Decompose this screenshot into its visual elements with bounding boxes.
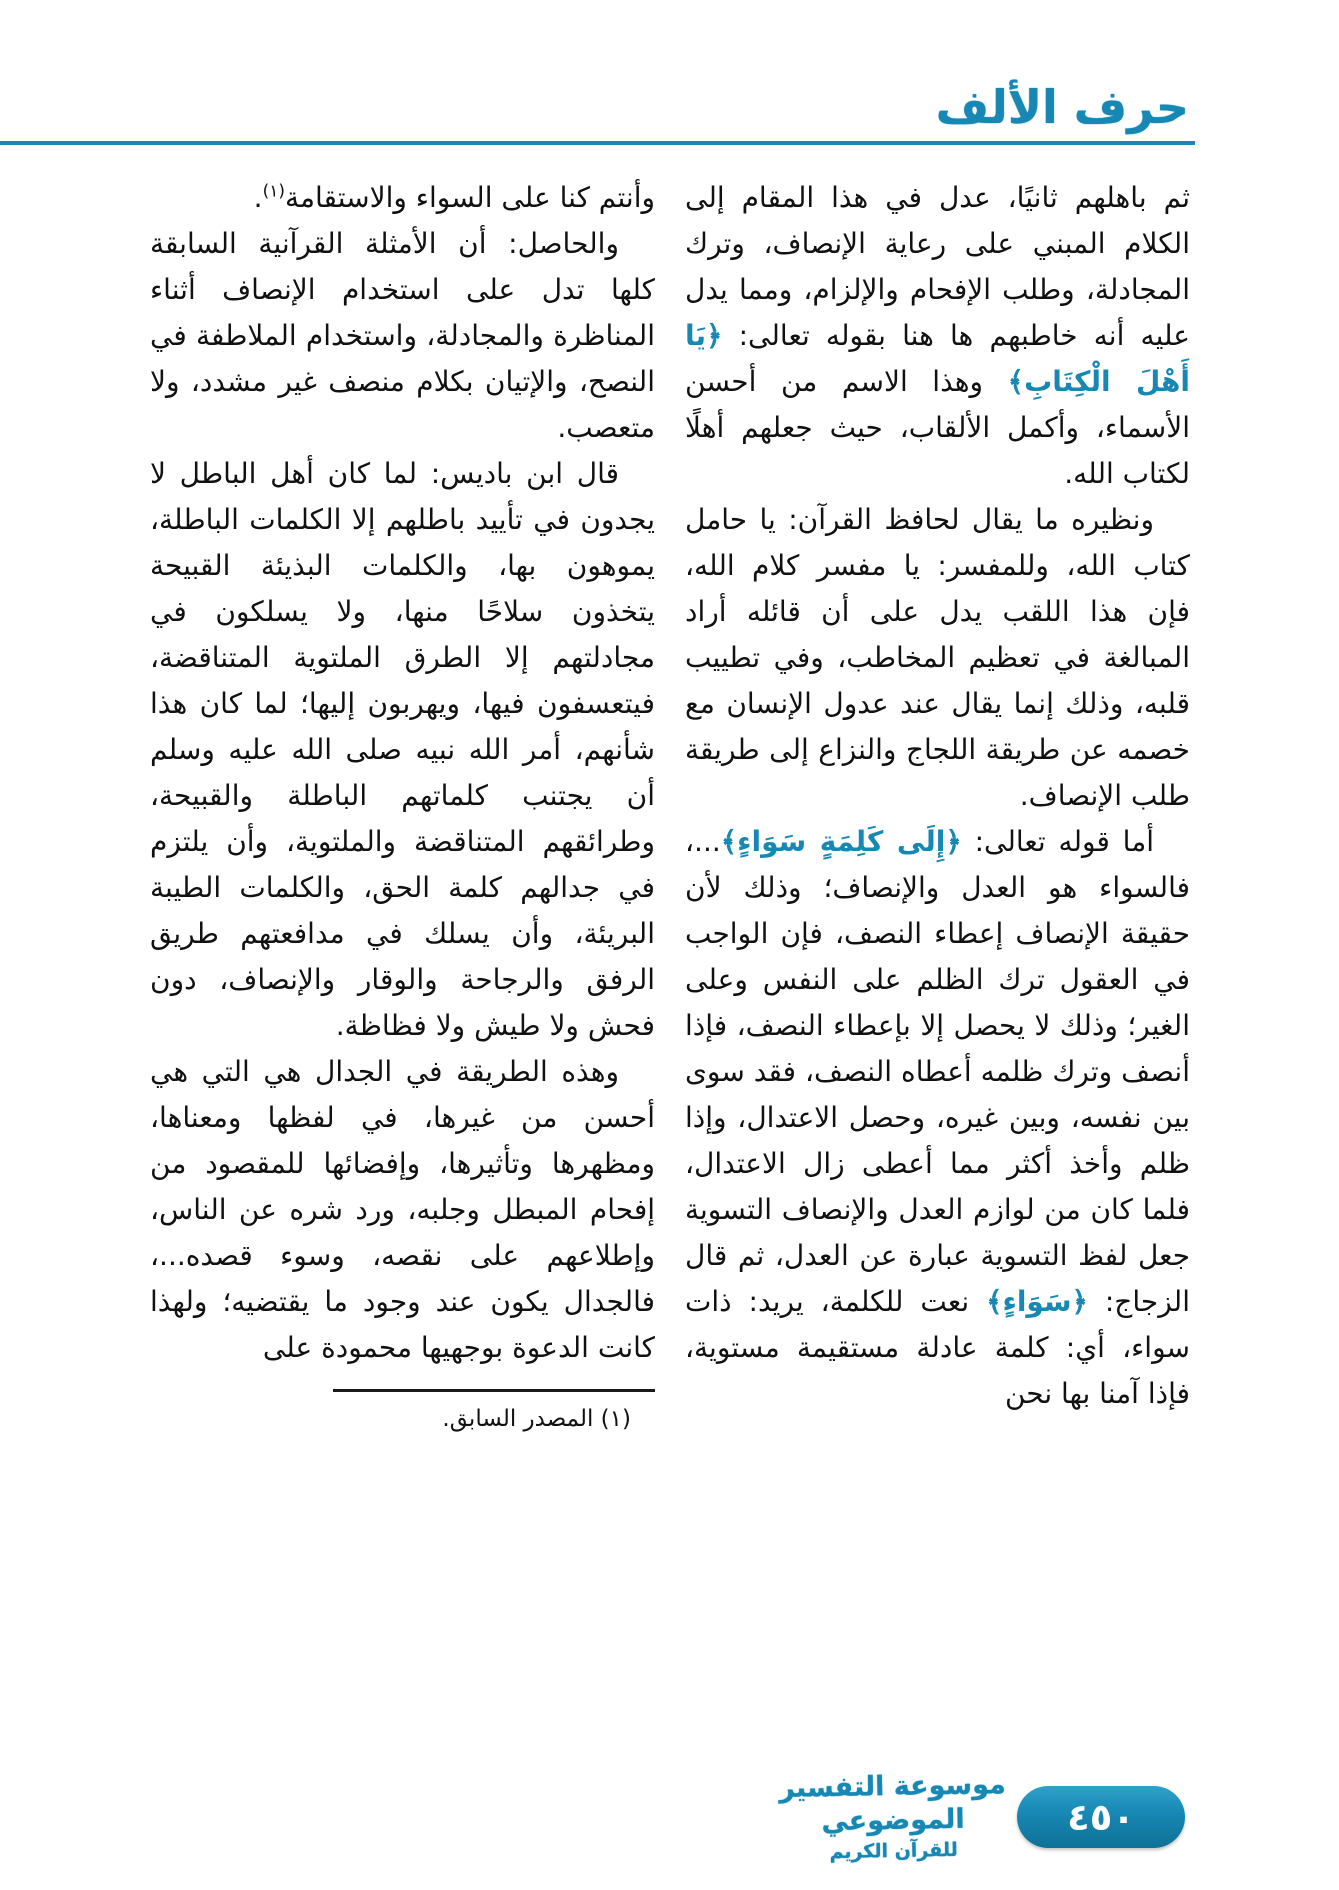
footnote-rule xyxy=(333,1389,655,1392)
text-run: وهذا الاسم من أحسن الأسماء، وأكمل الألقاب، حيث جعلهم أهلًا لكتاب الله. xyxy=(685,364,1190,490)
publisher-emblem-title: موسوعة التفسير الموضوعي xyxy=(778,1769,1006,1838)
text-run: أما قوله تعالى: xyxy=(961,824,1154,858)
quran-verse: ﴿يَا أَهْلَ الْكِتَابِ﴾ xyxy=(685,318,1190,398)
column-left xyxy=(150,175,655,1436)
section-heading-calligraphy: حرف الألف xyxy=(935,80,1189,134)
footnote xyxy=(150,1389,655,1436)
quran-verse: ﴿إِلَى كَلِمَةٍ سَوَاءٍ﴾ xyxy=(720,824,962,858)
text-run: ...، فالسواء هو العدل والإنصاف؛ وذلك لأن حقيقة الإنصاف إعطاء النصف، فإن الواجب في العقول ترك الظلم على النفس وعلى الغير؛ وذلك لا يحصل إلا بإعطاء النصف، فإذا أنصف وترك ظلمه أعطاه النصف، فقد سوى بين نفسه، وبين غيره، وحصل الاعتدال، وإذا ظلم وأخذ أكثر مما أعطى زال الاعتدال، فلما كان من لوازم العدل والإنصاف التسوية جعل لفظ التسوية عبارة عن العدل، ثم قال الزجاج: xyxy=(685,824,1190,1318)
publisher-emblem xyxy=(772,1768,1014,1866)
page-header xyxy=(0,0,1339,145)
text-run: ثم باهلهم ثانيًا، عدل في هذا المقام إلى الكلام المبني على رعاية الإنصاف، وترك المجادلة، وطلب الإفحام والإلزام، ومما يدل عليه أنه خاطبهم ها هنا بقوله تعالى: xyxy=(685,180,1190,352)
paragraph: قال ابن باديس: لما كان أهل الباطل لا يجدون في تأييد باطلهم إلا الكلمات الباطلة، يموهون بها، والكلمات البذيئة القبيحة يتخذون سلاحًا منها، ولا يسلكون في مجادلتهم إلا الطرق الملتوية المتناقضة، فيتعسفون فيها، ويهربون إليها؛ لما كان هذا شأنهم، أمر الله نبيه صلى الله عليه وسلم أن يجتنب كلماتهم الباطلة والقبيحة، وطرائقهم المتناقضة والملتوية، وأن يلتزم في جدالهم كلمة الحق، والكلمات الطيبة البريئة، وأن يسلك في مدافعتهم طريق الرفق والرجاحة والوقار والإنصاف، دون فحش ولا طيش ولا فظاظة. xyxy=(150,456,655,1042)
quran-verse: ﴿سَوَاءٍ﴾ xyxy=(986,1284,1088,1318)
paragraph: ونظيره ما يقال لحافظ القرآن: يا حامل كتاب الله، وللمفسر: يا مفسر كلام الله، فإن هذا اللقب يدل على أن قائله أراد المبالغة في تعظيم المخاطب، وفي تطييب قلبه، وذلك إنما يقال عند عدول الإنسان مع خصمه عن طريقة اللجاج والنزاع إلى طريقة طلب الإنصاف. xyxy=(685,502,1190,812)
paragraph-continuation xyxy=(685,175,1190,497)
header-rule xyxy=(0,141,1195,145)
footnote-marker: (١) xyxy=(262,181,285,202)
text-run: . xyxy=(253,180,263,214)
paragraph: والحاصل: أن الأمثلة القرآنية السابقة كلها تدل على استخدام الإنصاف أثناء المناظرة والمجادلة، واستخدام الملاطفة في النصح، والإتيان بكلام منصف غير مشدد، ولا متعصب. xyxy=(150,226,655,444)
text-columns xyxy=(0,175,1339,1436)
publisher-emblem-subtitle: للقرآن الكريم xyxy=(829,1838,958,1864)
paragraph-continuation xyxy=(150,175,655,221)
footnote-text: (١) المصدر السابق. xyxy=(442,1405,631,1432)
text-run: نعت للكلمة، يريد: ذات سواء، أي: كلمة عادلة مستقيمة مستوية، فإذا آمنا بها نحن xyxy=(685,1284,1190,1410)
column-right xyxy=(685,175,1190,1417)
paragraph: وهذه الطريقة في الجدال هي التي هي أحسن من غيرها، في لفظها ومعناها، ومظهرها وتأثيرها، وإفضائها للمقصود من إفحام المبطل وجلبه، ورد شره عن الناس، وإطلاعهم على نقصه، وسوء قصده...، فالجدال يكون عند وجود ما يقتضيه؛ ولهذا كانت الدعوة بوجهيها محمودة على xyxy=(150,1054,655,1364)
paragraph xyxy=(685,819,1190,1417)
page-number-badge: ٤٥٠ xyxy=(1017,1786,1185,1848)
text-run: وأنتم كنا على السواء والاستقامة xyxy=(285,180,655,214)
